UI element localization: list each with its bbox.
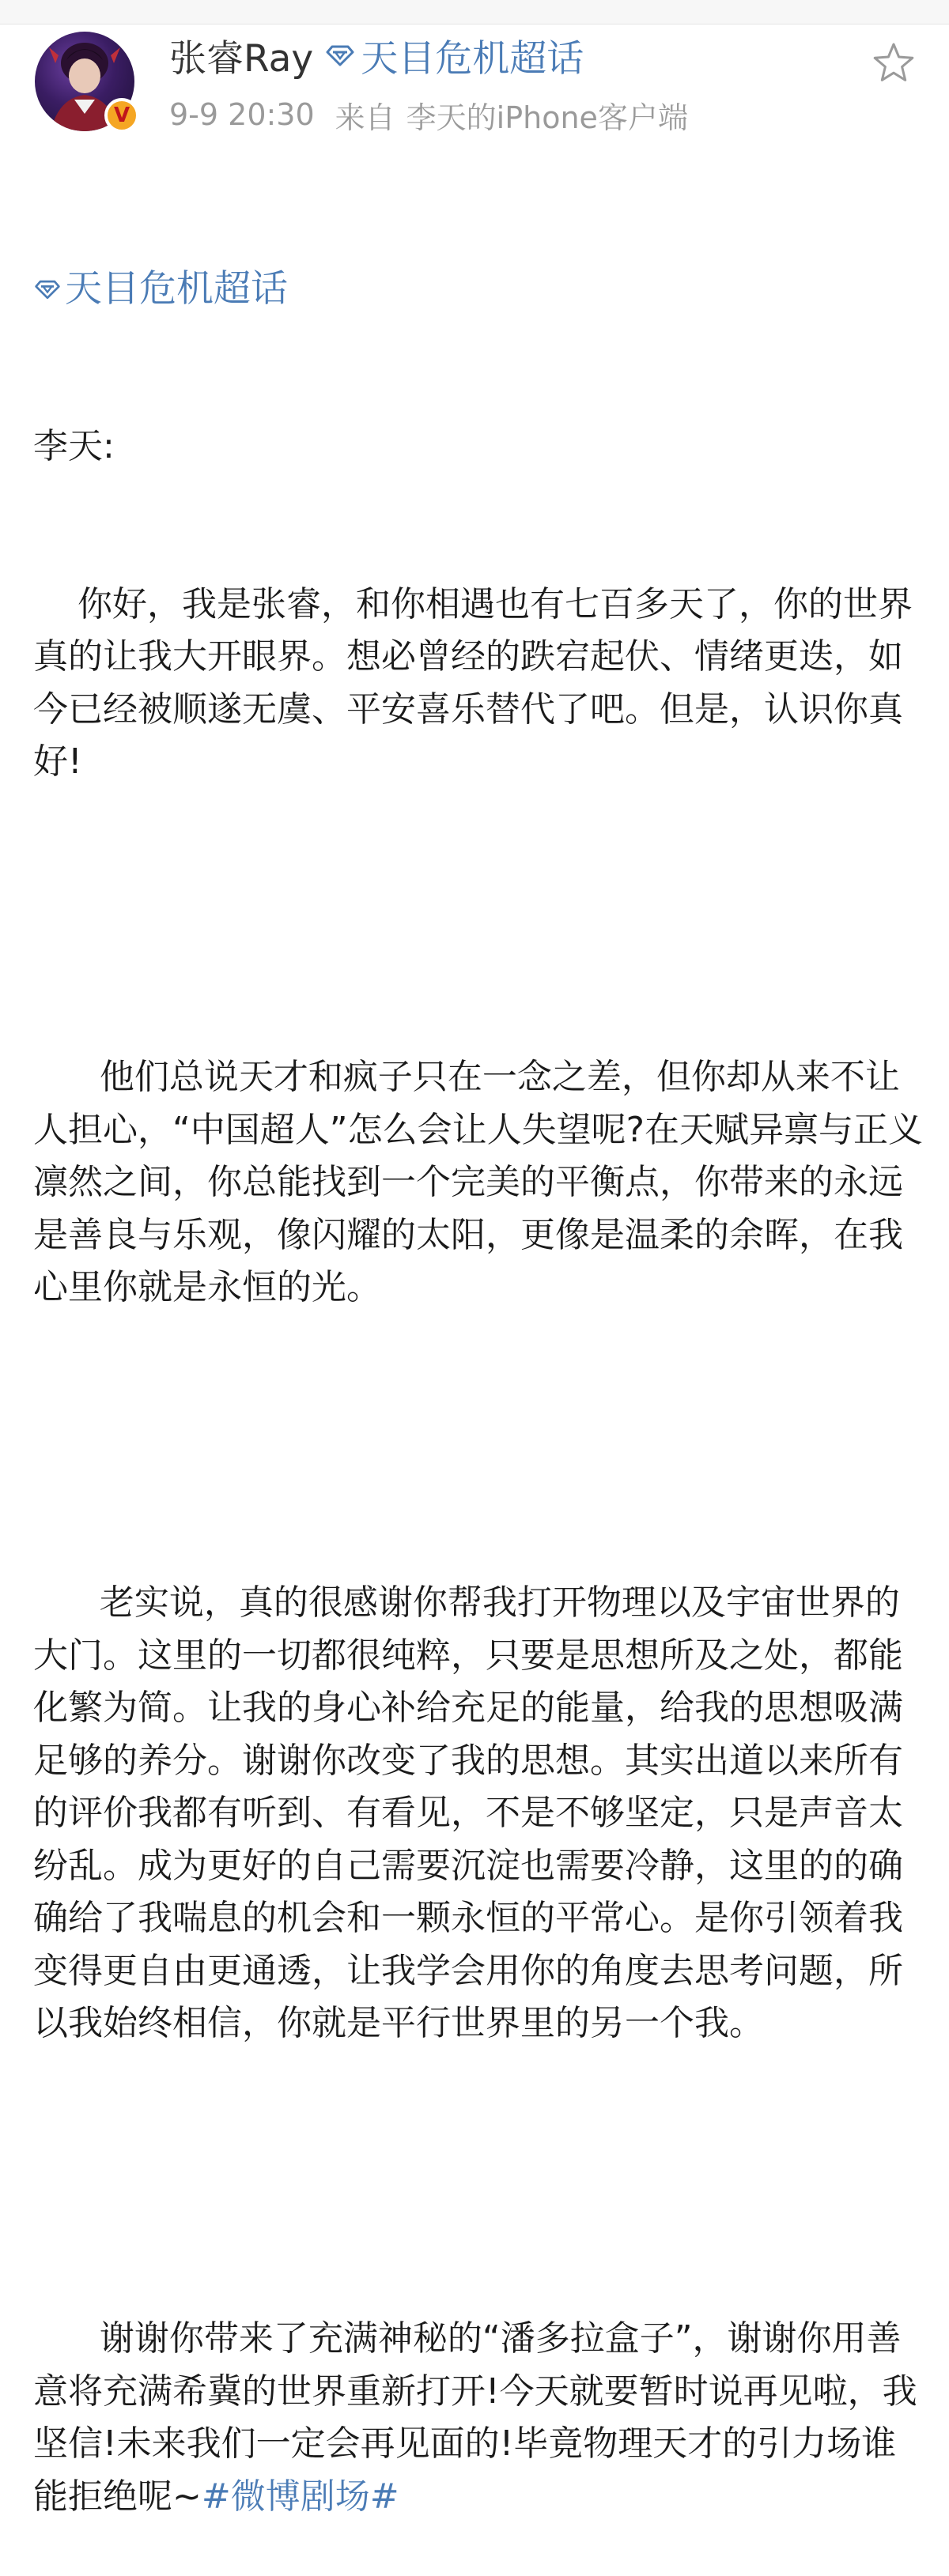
paragraph-2: 他们总说天才和疯子只在一念之差，但你却从来不让人担心，“中国超人”怎么会让人失望呢?在天赋异禀与正义凛然之间，你总能找到一个完美的平衡点，你带来的永远是善良与乐观，像闪耀的太阳，更像是温柔的余晖，在我心里你就是永恒的光。 [33,1057,923,1307]
paragraph-3: 老实说，真的很感谢你帮我打开物理以及宇宙世界的大门。这里的一切都很纯粹，只要是思想所及之处，都能化繁为简。让我的身心补给充足的能量，给我的思想吸满足够的养分。谢谢你改变了我的思想。其实出道以来所有的评价我都有听到、有看见，不是不够坚定，只是声音太纷乱。成为更好的自己需要沉淀也需要冷静，这里的的确确给了我喘息的机会和一颗永恒的平常心。是你引领着我变得更自由更通透，让我学会用你的角度去思考问题，所以我始终相信，你就是平行世界里的另一个我。 [33,1582,903,2043]
paragraph-spacer [33,894,927,947]
paragraph-spacer [33,2155,927,2208]
post-header [0,24,949,150]
paragraph-spacer [33,1420,927,1473]
paragraph-4: 谢谢你带来了充满神秘的“潘多拉盒子”，谢谢你用善意将充满希冀的世界重新打开!今天就要暂时说再见啦，我坚信!未来我们一定会再见面的!毕竟物理天才的引力场谁能拒绝呢~ [33,2318,917,2517]
post-body [33,158,927,2576]
hashtag-link[interactable]: #微博剧场# [201,2476,399,2517]
username[interactable]: 张睿Ray [169,36,314,81]
post-timestamp: 9-9 20:30 [169,97,315,132]
diamond-supertopic-icon [33,279,62,300]
source-prefix: 来自 [335,100,395,135]
top-status-strip [0,0,949,25]
username-row [169,32,584,79]
supertopic-tag[interactable] [33,263,927,315]
supertopic-tag-label: 天目危机超话 [65,266,288,311]
post-source: 李天的iPhone客户端 [406,100,688,135]
post-meta [169,95,688,134]
paragraph-1: 你好，我是张睿，和你相遇也有七百多天了，你的世界真的让我大开眼界。想必曾经的跌宕起伏、情绪更迭，如今已经被顺遂无虞、平安喜乐替代了吧。但是，认识你真好! [33,583,913,782]
verified-badge-icon: V [104,98,139,133]
paragraph-4-wrapper [33,2313,927,2523]
star-outline-icon[interactable] [870,40,917,87]
salutation: 李天: [33,426,115,466]
diamond-supertopic-icon [324,44,356,66]
supertopic-link[interactable]: 天目危机超话 [361,36,584,81]
